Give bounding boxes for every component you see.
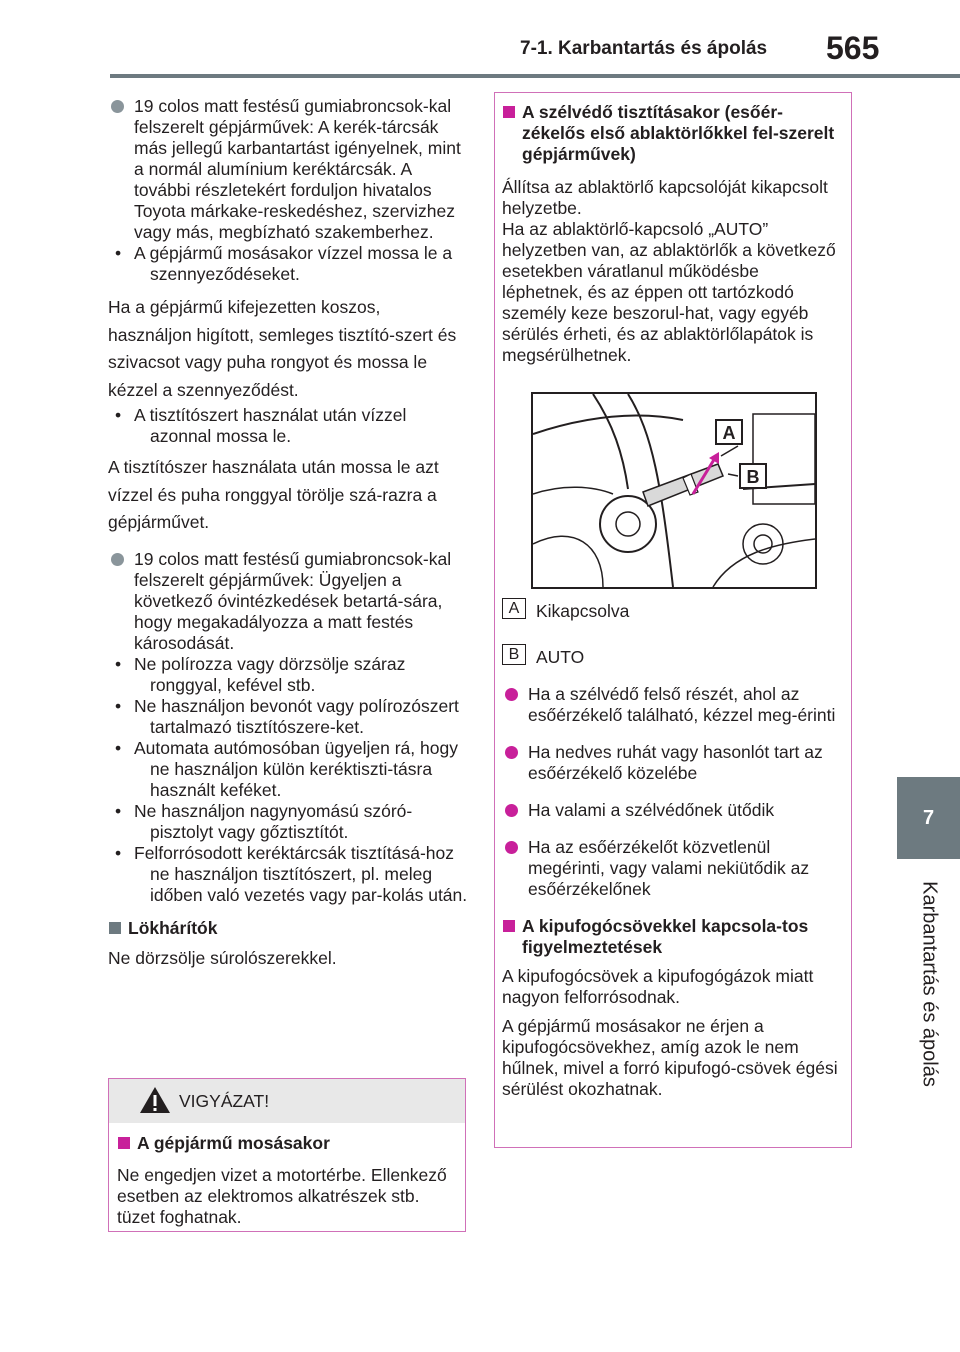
heading-square-icon [118,1137,130,1149]
heading-square-icon [109,922,121,934]
left-column [108,96,468,969]
section-title: 7-1. Karbantartás és ápolás [520,38,768,59]
list-item: Ha nedves ruhát vagy hasonlót tart az esőérzékelő közelébe [502,742,844,784]
paragraph: A kipufogócsövek a kipufogógázok miatt nagyon felforrósodnak. [502,966,814,1007]
legend-a-box: A [502,598,526,619]
bullet-circle-icon [111,553,124,566]
heading-square-icon [503,106,515,118]
section-heading: A kipufogócsövekkel kapcsola-tos figyelmeztetések [502,916,844,958]
warning-heading: A gépjármű mosásakor [117,1133,465,1154]
bullet-circle-icon [505,841,518,854]
wiper-switch-illustration [531,392,817,589]
bullet-circle-icon [505,746,518,759]
legend-b-text: AUTO [536,647,585,667]
sub-list-item: • Automata autómosóban ügyeljen rá, hogy ne használjon külön keréktiszti-tásra használt keféket. [108,738,468,801]
chapter-label [897,869,960,1099]
callout-a: A [722,423,736,443]
paragraph: Ha az ablaktörlő-kapcsoló „AUTO” helyzetben van, az ablaktörlők a következő esetekben váratlanul működésbe léphetnek, és az éppen ott tartózkodó személy keze beszorul-hat, vagy egyéb sérülés érheti, és az ablaktörlőlapátok is megsérülhetnek. [502,219,836,365]
warning-box [108,1078,466,1232]
legend-b-box: B [502,644,526,665]
warning-triangle-icon [139,1085,171,1115]
sub-list-item: • A gépjármű mosásakor vízzel mossa le a szennyeződéseket. [108,243,468,285]
list-item-text: 19 colos matt festésű gumiabroncsok-kal felszerelt gépjárművek: Ügyeljen a következő óvintézkedések betartá-sára, hogy megakadályozza a matt festés károsodását. [134,548,452,653]
list-item: Ha valami a szélvédőnek ütődik [502,800,844,821]
warning-title: VIGYÁZAT! [179,1091,270,1111]
list-item: Ha a szélvédő felső részét, ahol az esőérzékelő található, kézzel meg-érinti [502,684,844,726]
heading-square-icon [503,920,515,932]
paragraph: Ha a gépjármű kifejezetten koszos, használjon higított, semleges tisztító-szert és szivacsot vagy puha rongyot és mossa le kézzel a szennyeződést. [108,297,457,400]
sub-list-item: • Felforrósodott keréktárcsák tisztításá-hoz ne használjon tisztítószert, pl. meleg időben való vezetés vagy par-kolás után. [108,843,468,906]
bullet-circle-icon [111,100,124,113]
sub-list-item: • Ne használjon nagynyomású szóró-pisztolyt vagy gőztisztítót. [108,801,468,843]
list-item-text: 19 colos matt festésű gumiabroncsok-kal felszerelt gépjárművek: A kerék-tárcsák más jellegű karbantartást igényelnek, mint a normál alumínium keréktárcsák. A további részletekért forduljon hivatalos Toyota márkake-reskedéshez, szervizhez vagy más, megbízható szakemberhez. [134,96,461,242]
page-number: 565 [826,30,880,66]
section-heading: A szélvédő tisztításakor (esőér-zékelős első ablaktörlőkkel fel-szerelt gépjárművek) [502,102,844,165]
legend-a-text: Kikapcsolva [536,601,630,621]
sub-list-item: • A tisztítószert használat után vízzel azonnal mossa le. [108,405,468,447]
right-column [502,102,844,366]
section-heading: Lökhárítók [108,918,468,939]
steering-column-drawing [533,394,815,587]
bullet-circle-icon [505,804,518,817]
list-item: Ha az esőérzékelőt közvetlenül megérinti, vagy valami nekiütődik az esőérzékelőnek [502,837,844,900]
warning-text: Ne engedjen vizet a motortérbe. Ellenkező esetben az elektromos alkatrészek stb. tüzet foghatnak. [117,1165,447,1227]
paragraph: A tisztítószer használata után mossa le azt vízzel és puha ronggyal törölje szá-razra a gépjárművet. [108,457,439,532]
list-item [108,96,468,243]
list-item [108,549,468,654]
header-rule [110,74,960,78]
chapter-tab: 7 [897,777,960,859]
paragraph: A gépjármű mosásakor ne érjen a kipufogócsövekhez, amíg azok le nem hűlnek, mivel a forró kipufogó-csövek égési sérülést okozhatnak. [502,1016,838,1099]
sub-list-item: • Ne polírozza vagy dörzsölje száraz ronggyal, kefével stb. [108,654,468,696]
callout-b: B [746,467,760,487]
bullet-circle-icon [505,688,518,701]
warning-header [109,1079,465,1123]
paragraph: Ne dörzsölje súrolószerekkel. [108,947,337,968]
paragraph: Állítsa az ablaktörlő kapcsolóját kikapcsolt helyzetbe. [502,177,828,218]
right-bullets [502,684,844,1100]
chapter-label-text: Karbantartás és ápolás [918,881,940,1087]
sub-list-item: • Ne használjon bevonót vagy polírozószert tartalmazó tisztítószere-ket. [108,696,468,738]
